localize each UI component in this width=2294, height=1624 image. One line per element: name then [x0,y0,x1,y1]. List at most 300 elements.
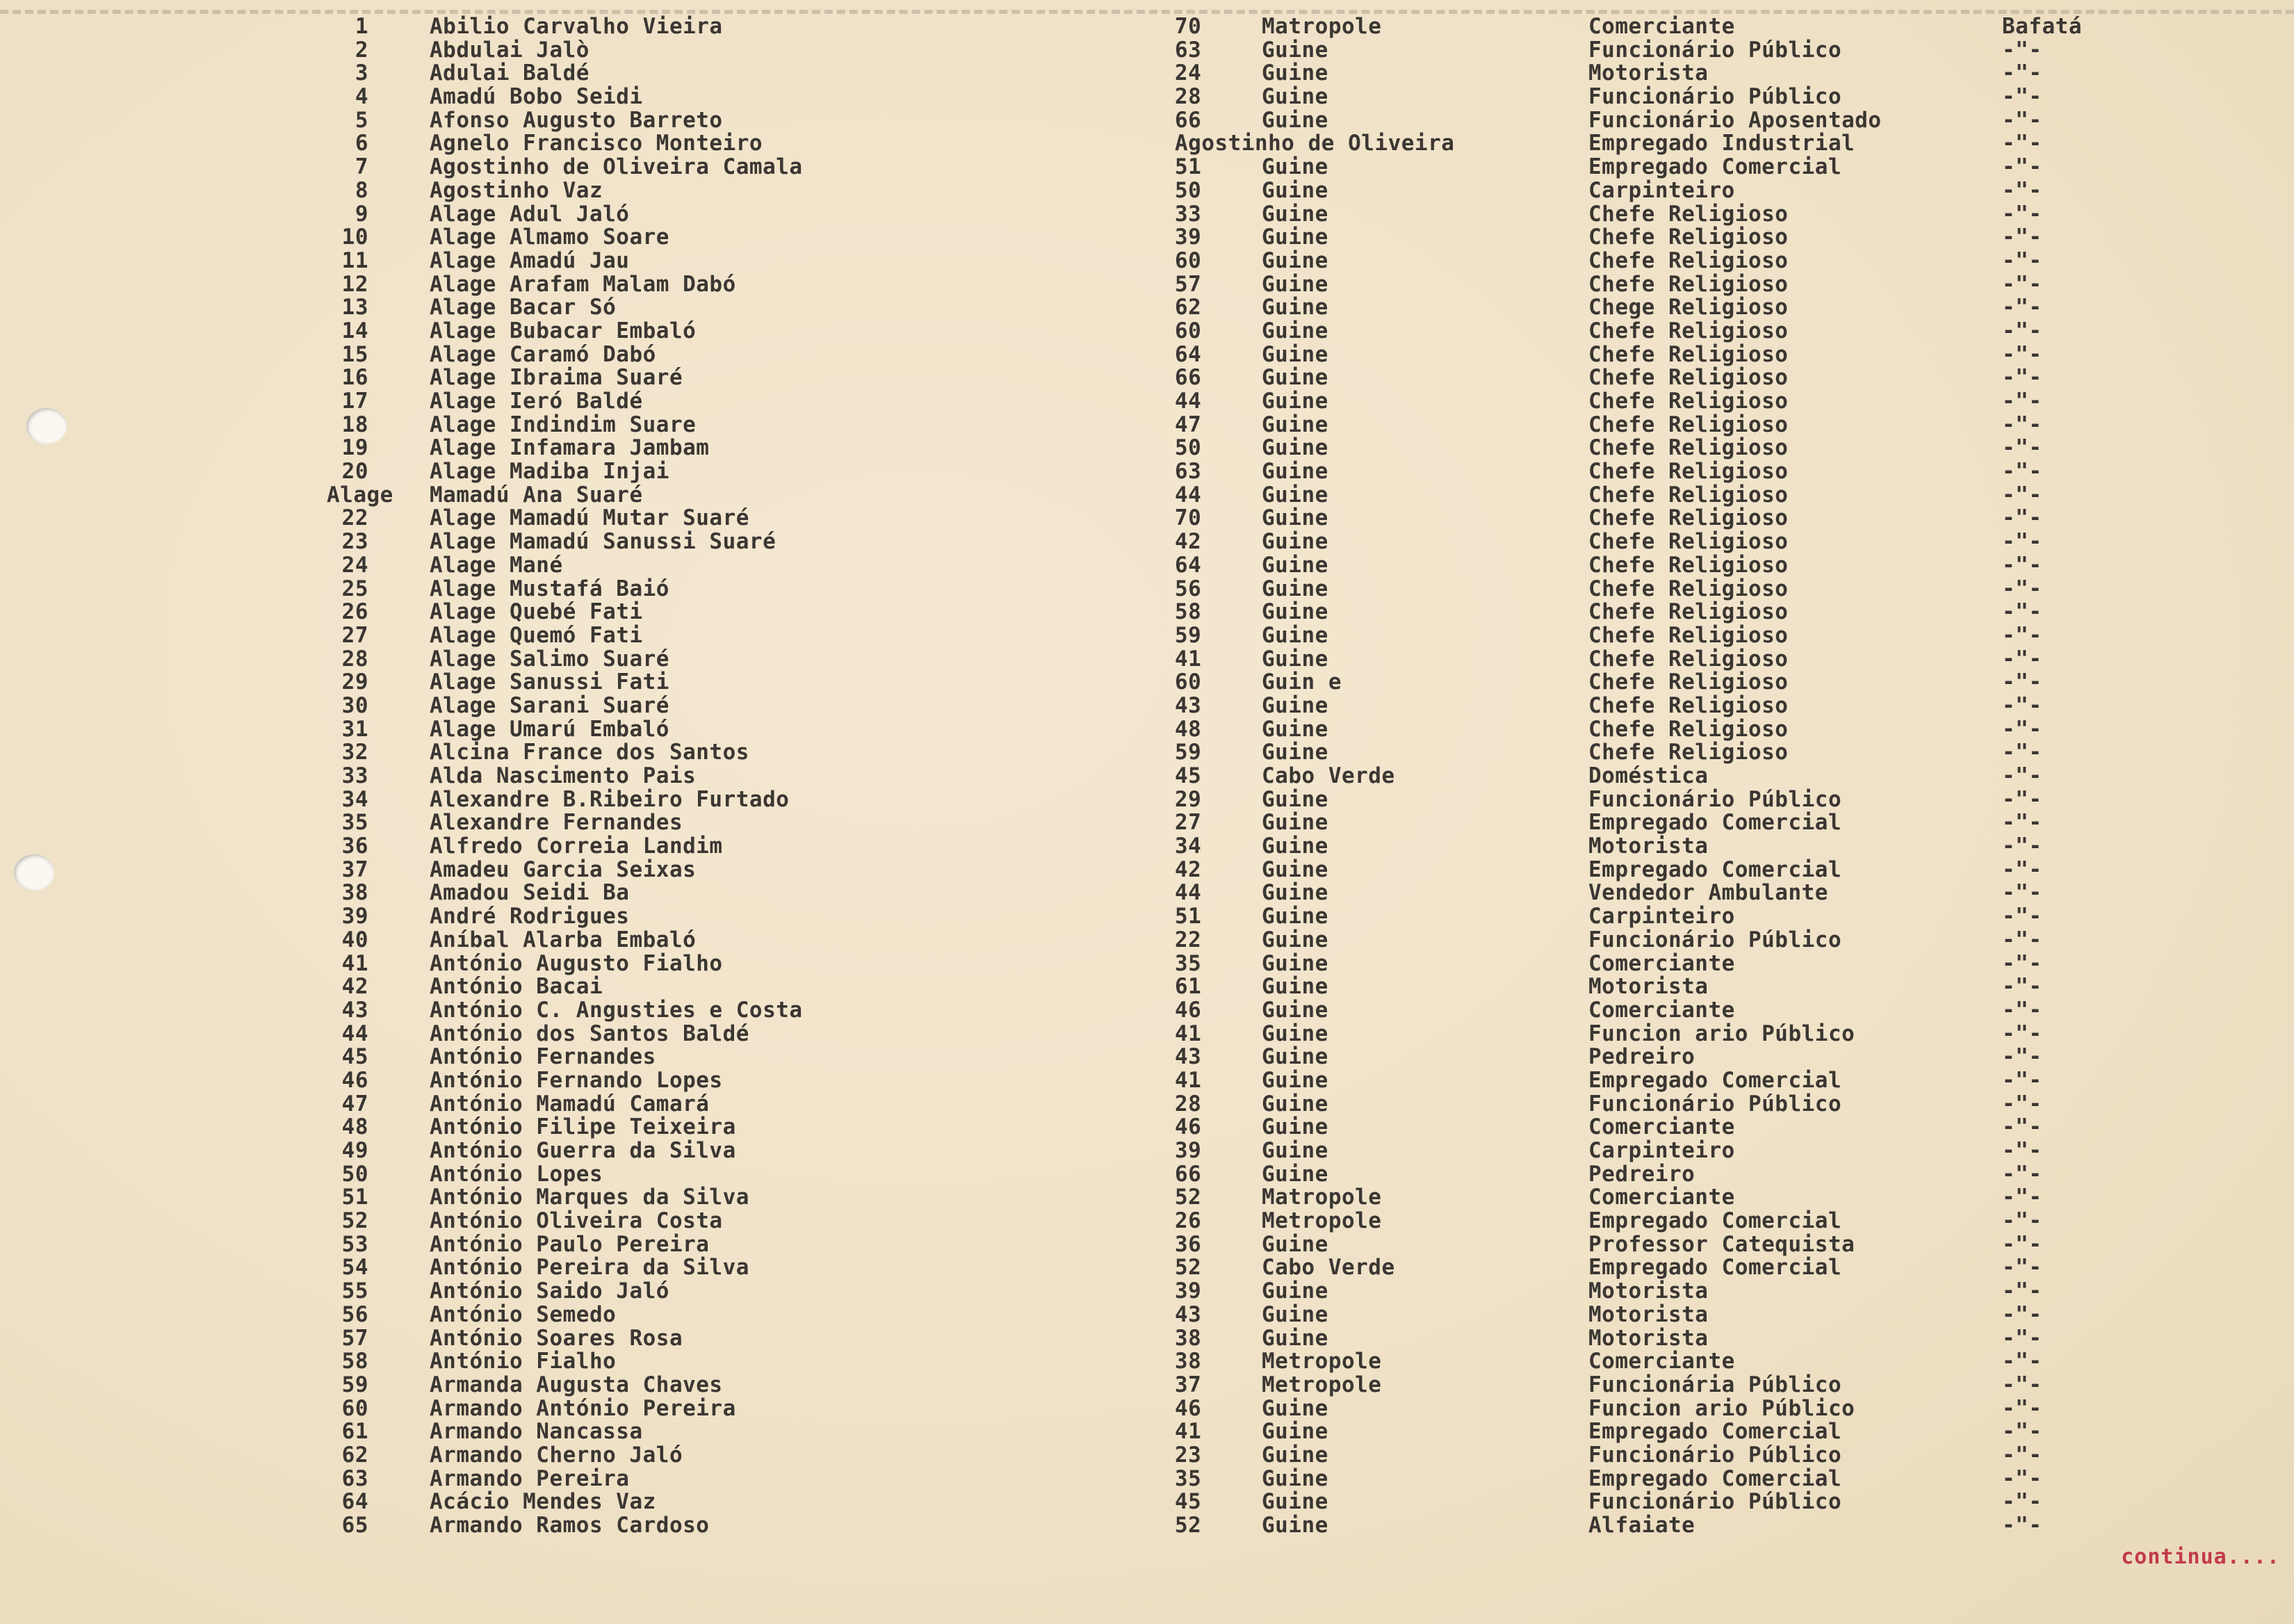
person-origin: Guine [1262,459,1328,485]
person-profession: Chege Religioso [1588,295,1789,320]
person-age: 33 [1175,201,1202,227]
table-row [0,1139,2294,1163]
person-name: Acácio Mendes Vaz [430,1489,656,1515]
person-origin: Guine [1262,341,1328,367]
person-locality: -"- [2002,247,2042,273]
row-number: 17 [341,389,368,414]
person-name: António Fialho [430,1349,617,1374]
person-locality: -"- [2002,1442,2042,1468]
row-number: 26 [341,599,368,625]
table-row [0,203,2294,227]
person-locality: -"- [2002,482,2042,508]
person-locality: -"- [2002,1465,2042,1491]
person-profession: Carpinteiro [1588,904,1735,929]
person-origin: Guine [1262,84,1328,110]
row-number: 50 [341,1161,368,1187]
person-profession: Funcionário Público [1588,1489,1842,1515]
table-row [0,1256,2294,1280]
person-profession: Comerciante [1588,1185,1735,1210]
person-origin: Guine [1262,1513,1328,1538]
table-row [0,226,2294,250]
person-locality: -"- [2002,435,2042,461]
person-age: 41 [1175,1419,1202,1445]
table-row [0,414,2294,437]
person-origin: Guine [1262,107,1328,133]
person-age: 50 [1175,177,1202,203]
person-age: 44 [1175,880,1202,906]
person-age: 27 [1175,810,1202,836]
row-number: 36 [341,834,368,859]
person-name: Armando António Pereira [430,1395,736,1421]
person-name: Agostinho Vaz [430,177,603,203]
row-number: 51 [341,1185,368,1210]
person-locality: -"- [2002,225,2042,250]
row-number: 63 [341,1465,368,1491]
table-row [0,718,2294,742]
person-name: Alage Arafam Malam Dabó [430,271,736,297]
person-origin: Guine [1262,389,1328,414]
table-row [0,601,2294,624]
person-locality: -"- [2002,1021,2042,1046]
person-locality: -"- [2002,974,2042,1000]
row-number: 1 [355,14,368,39]
table-row [0,1514,2294,1538]
person-origin: Guine [1262,37,1328,63]
person-locality: -"- [2002,1231,2042,1257]
person-origin: Guine [1262,1395,1328,1421]
row-number: 55 [341,1278,368,1304]
person-locality: -"- [2002,740,2042,765]
person-profession: Chefe Religioso [1588,247,1789,273]
person-locality: -"- [2002,599,2042,625]
person-origin: Guin e [1262,669,1342,695]
person-profession: Alfaiate [1588,1513,1695,1538]
person-profession: Motorista [1588,60,1709,86]
table-row [0,811,2294,835]
person-age: 41 [1175,1021,1202,1046]
person-origin: Guine [1262,1301,1328,1327]
person-name: Abilio Carvalho Vieira [430,14,723,39]
person-locality: -"- [2002,1372,2042,1397]
person-name: Alage Ibraima Suaré [430,365,683,391]
person-name: António Pereira da Silva [430,1255,749,1281]
person-age: 26 [1175,1208,1202,1234]
row-number: 15 [341,341,368,367]
row-number: 53 [341,1231,368,1257]
person-name: Mamadú Ana Suaré [430,482,643,508]
person-locality: -"- [2002,646,2042,672]
person-profession: Chefe Religioso [1588,271,1789,297]
person-age: 50 [1175,435,1202,461]
row-number: 20 [341,459,368,485]
table-row [0,1327,2294,1351]
person-age: 52 [1175,1255,1202,1281]
person-origin: Cabo Verde [1262,1255,1395,1281]
person-origin: Guine [1262,1067,1328,1093]
person-age: 38 [1175,1349,1202,1374]
person-name: António Mamadú Camará [430,1091,710,1116]
person-age: 66 [1175,107,1202,133]
fold-line [0,0,2294,14]
table-row [0,507,2294,530]
table-row [0,1186,2294,1210]
person-name: Alda Nascimento Pais [430,763,697,788]
person-age: 35 [1175,950,1202,976]
person-profession: Pedreiro [1588,1161,1695,1187]
register-table [0,15,2294,1538]
person-profession: Chefe Religioso [1588,646,1789,672]
person-age: 28 [1175,1091,1202,1116]
person-age: Agostinho de Oliveira [1175,131,1455,156]
person-age: 43 [1175,692,1202,718]
person-name: Alexandre B.Ribeiro Furtado [430,786,790,812]
person-profession: Empregado Comercial [1588,1419,1842,1445]
row-number: 8 [355,177,368,203]
person-origin: Guine [1262,552,1328,578]
person-profession: Comerciante [1588,1114,1735,1140]
row-number: 48 [341,1114,368,1140]
person-origin: Guine [1262,1278,1328,1304]
person-age: 57 [1175,271,1202,297]
person-age: 29 [1175,786,1202,812]
person-name: António Marques da Silva [430,1185,749,1210]
person-profession: Funcionário Aposentado [1588,107,1882,133]
person-age: 64 [1175,552,1202,578]
person-age: 60 [1175,247,1202,273]
person-profession: Chefe Religioso [1588,669,1789,695]
table-row [0,905,2294,929]
person-origin: Guine [1262,225,1328,250]
person-locality: -"- [2002,1349,2042,1374]
person-origin: Guine [1262,927,1328,952]
person-profession: Funcionário Público [1588,37,1842,63]
person-name: Aníbal Alarba Embaló [430,927,697,952]
person-profession: Chefe Religioso [1588,529,1789,555]
person-profession: Motorista [1588,974,1709,1000]
person-name: Alage Bacar Só [430,295,617,320]
person-locality: -"- [2002,904,2042,929]
person-origin: Guine [1262,622,1328,648]
row-number: 14 [341,318,368,343]
person-age: 44 [1175,482,1202,508]
row-number: 30 [341,692,368,718]
person-age: 41 [1175,646,1202,672]
person-profession: Motorista [1588,834,1709,859]
person-locality: -"- [2002,950,2042,976]
table-row [0,460,2294,484]
person-origin: Guine [1262,1325,1328,1351]
row-number: 2 [355,37,368,63]
person-age: 59 [1175,740,1202,765]
person-name: Amadou Seidi Ba [430,880,630,906]
person-origin: Guine [1262,1419,1328,1445]
person-locality: -"- [2002,271,2042,297]
row-number: 10 [341,225,368,250]
row-number: 41 [341,950,368,976]
person-age: 42 [1175,856,1202,882]
person-origin: Guine [1262,177,1328,203]
person-age: 36 [1175,1231,1202,1257]
row-number: 39 [341,904,368,929]
table-row [0,671,2294,695]
person-age: 23 [1175,1442,1202,1468]
person-locality: -"- [2002,318,2042,343]
person-age: 39 [1175,225,1202,250]
table-row [0,156,2294,179]
person-name: António Oliveira Costa [430,1208,723,1234]
person-age: 70 [1175,505,1202,531]
person-name: António Lopes [430,1161,603,1187]
person-name: António Augusto Fialho [430,950,723,976]
person-locality: -"- [2002,1091,2042,1116]
table-row [0,366,2294,390]
table-row [0,1374,2294,1397]
person-origin: Guine [1262,740,1328,765]
person-locality: -"- [2002,177,2042,203]
row-number: 43 [341,997,368,1023]
row-number: 27 [341,622,368,648]
person-name: António Bacai [430,974,603,1000]
table-row [0,62,2294,86]
row-number: 12 [341,271,368,297]
person-locality: -"- [2002,1138,2042,1163]
person-origin: Guine [1262,974,1328,1000]
person-name: Agostinho de Oliveira Camala [430,154,803,180]
person-profession: Motorista [1588,1278,1709,1304]
person-origin: Guine [1262,1138,1328,1163]
row-number: 52 [341,1208,368,1234]
person-profession: Chefe Religioso [1588,225,1789,250]
person-profession: Chefe Religioso [1588,365,1789,391]
person-age: 47 [1175,412,1202,437]
table-row [0,835,2294,859]
person-profession: Funcionário Público [1588,786,1842,812]
person-profession: Pedreiro [1588,1044,1695,1070]
person-locality: -"- [2002,154,2042,180]
person-locality: -"- [2002,529,2042,555]
person-profession: Funcionário Público [1588,1442,1842,1468]
person-profession: Chefe Religioso [1588,576,1789,601]
person-age: 46 [1175,1114,1202,1140]
person-locality: -"- [2002,505,2042,531]
person-profession: Funcionária Público [1588,1372,1842,1397]
person-locality: -"- [2002,716,2042,742]
row-number: 31 [341,716,368,742]
table-row [0,15,2294,39]
person-locality: -"- [2002,1114,2042,1140]
person-name: Agnelo Francisco Monteiro [430,131,763,156]
person-name: António C. Angusties e Costa [430,997,803,1023]
person-locality: -"- [2002,1044,2042,1070]
person-age: 56 [1175,576,1202,601]
person-profession: Motorista [1588,1325,1709,1351]
row-number: 60 [341,1395,368,1421]
row-number: 33 [341,763,368,788]
person-origin: Guine [1262,997,1328,1023]
person-age: 37 [1175,1372,1202,1397]
person-age: 38 [1175,1325,1202,1351]
row-number: 57 [341,1325,368,1351]
person-locality: -"- [2002,1067,2042,1093]
person-locality: -"- [2002,131,2042,156]
person-age: 35 [1175,1465,1202,1491]
person-age: 51 [1175,904,1202,929]
row-number: 13 [341,295,368,320]
person-locality: -"- [2002,1395,2042,1421]
row-number: 62 [341,1442,368,1468]
table-row [0,1093,2294,1116]
table-row [0,788,2294,812]
person-name: Alage Amadú Jau [430,247,630,273]
table-row [0,320,2294,343]
person-name: Adulai Baldé [430,60,589,86]
row-number: 38 [341,880,368,906]
person-age: 58 [1175,599,1202,625]
person-locality: -"- [2002,1513,2042,1538]
person-origin: Guine [1262,786,1328,812]
person-profession: Chefe Religioso [1588,622,1789,648]
person-origin: Guine [1262,1489,1328,1515]
table-row [0,856,2294,882]
person-profession: Funcionário Público [1588,84,1842,110]
table-row [0,1233,2294,1257]
person-locality: -"- [2002,1325,2042,1351]
person-locality: -"- [2002,365,2042,391]
person-locality: -"- [2002,295,2042,320]
person-origin: Matropole [1262,14,1382,39]
table-row [0,273,2294,297]
person-profession: Empregado Comercial [1588,154,1842,180]
person-age: 22 [1175,927,1202,952]
table-row [0,882,2294,905]
person-locality: -"- [2002,997,2042,1023]
person-locality: -"- [2002,834,2042,859]
person-locality: -"- [2002,412,2042,437]
table-row [0,1046,2294,1069]
person-age: 64 [1175,341,1202,367]
person-age: 70 [1175,14,1202,39]
row-number: 35 [341,810,368,836]
table-row [0,624,2294,648]
person-name: António Semedo [430,1301,617,1327]
person-origin: Metropole [1262,1208,1382,1234]
person-name: Alage Mamadú Sanussi Suaré [430,529,776,555]
table-row [0,578,2294,601]
person-name: António Filipe Teixeira [430,1114,736,1140]
table-row [0,1397,2294,1421]
person-origin: Metropole [1262,1349,1382,1374]
person-name: Alcina France dos Santos [430,740,749,765]
person-origin: Guine [1262,599,1328,625]
person-name: Amadú Bobo Seidi [430,84,643,110]
table-row [0,86,2294,109]
person-name: André Rodrigues [430,904,630,929]
person-locality: -"- [2002,1208,2042,1234]
person-name: Armando Nancassa [430,1419,643,1445]
person-origin: Guine [1262,412,1328,437]
table-row [0,1023,2294,1046]
person-age: 45 [1175,1489,1202,1515]
person-locality: Bafatá [2002,14,2082,39]
person-origin: Guine [1262,1465,1328,1491]
person-locality: -"- [2002,786,2042,812]
person-age: 41 [1175,1067,1202,1093]
table-row [0,109,2294,133]
row-number: 59 [341,1372,368,1397]
person-locality: -"- [2002,692,2042,718]
row-number: 45 [341,1044,368,1070]
person-profession: Funcion ario Público [1588,1395,1855,1421]
table-row [0,484,2294,508]
table-row [0,179,2294,203]
table-row [0,343,2294,367]
row-number: 34 [341,786,368,812]
row-number: 3 [355,60,368,86]
table-row [0,437,2294,460]
person-origin: Guine [1262,692,1328,718]
person-origin: Guine [1262,834,1328,859]
person-age: 45 [1175,763,1202,788]
row-number: 37 [341,856,368,882]
person-origin: Guine [1262,201,1328,227]
person-name: Alage Caramó Dabó [430,341,656,367]
row-number: 42 [341,974,368,1000]
person-profession: Empregado Industrial [1588,131,1855,156]
row-number: 56 [341,1301,368,1327]
row-number: 58 [341,1349,368,1374]
person-profession: Chefe Religioso [1588,459,1789,485]
person-origin: Guine [1262,1442,1328,1468]
table-row [0,39,2294,63]
person-name: Alage Adul Jaló [430,201,630,227]
person-origin: Guine [1262,435,1328,461]
person-origin: Guine [1262,505,1328,531]
row-number: 6 [355,131,368,156]
table-row [0,1491,2294,1514]
person-origin: Guine [1262,1091,1328,1116]
person-profession: Chefe Religioso [1588,201,1789,227]
person-name: Alexandre Fernandes [430,810,683,836]
person-origin: Guine [1262,482,1328,508]
person-origin: Guine [1262,1044,1328,1070]
person-locality: -"- [2002,810,2042,836]
person-locality: -"- [2002,459,2042,485]
person-name: António dos Santos Baldé [430,1021,749,1046]
person-age: 59 [1175,622,1202,648]
person-origin: Guine [1262,247,1328,273]
person-name: António Soares Rosa [430,1325,683,1351]
person-age: 39 [1175,1278,1202,1304]
person-profession: Funcionário Público [1588,927,1842,952]
person-profession: Professor Catequista [1588,1231,1855,1257]
row-number: 54 [341,1255,368,1281]
person-name: Alage Infamara Jambam [430,435,710,461]
person-locality: -"- [2002,1185,2042,1210]
person-origin: Guine [1262,904,1328,929]
row-number: 23 [341,529,368,555]
person-name: Armanda Augusta Chaves [430,1372,723,1397]
person-profession: Chefe Religioso [1588,318,1789,343]
table-row [0,1069,2294,1093]
person-locality: -"- [2002,60,2042,86]
person-age: 28 [1175,84,1202,110]
table-row [0,554,2294,578]
person-name: Alage Umarú Embaló [430,716,669,742]
person-profession: Empregado Comercial [1588,810,1842,836]
person-locality: -"- [2002,389,2042,414]
person-profession: Empregado Comercial [1588,856,1842,882]
person-origin: Guine [1262,880,1328,906]
